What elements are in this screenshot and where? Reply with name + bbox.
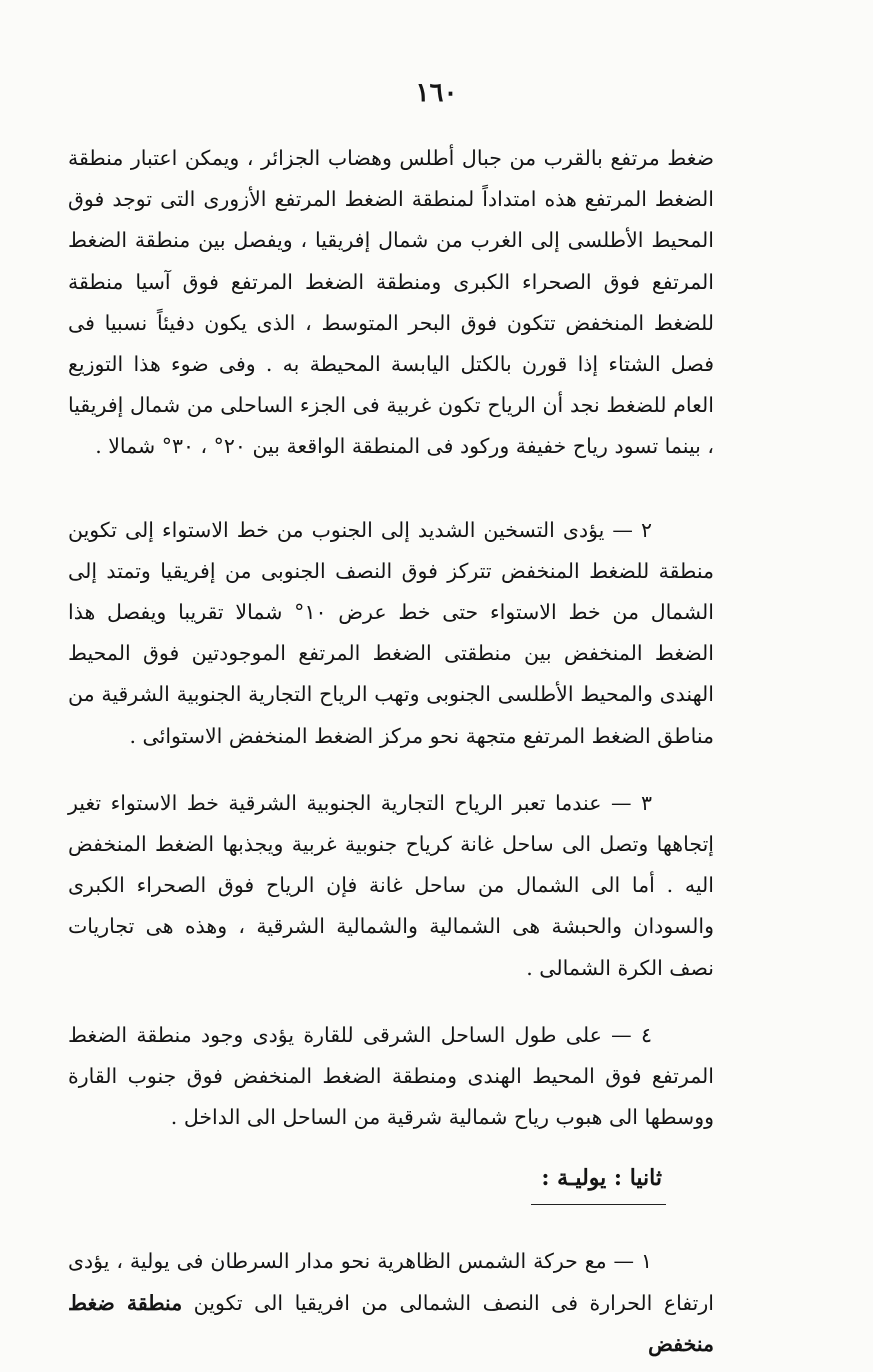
section-heading-wrapper [68, 1160, 714, 1205]
paragraph-july-text: ١ — مع حركة الشمس الظاهرية نحو مدار السرطان فى يولية ، يؤدى ارتفاع الحرارة فى النصف الشمالى من افريقيا الى تكوين [68, 1249, 714, 1315]
paragraph-continuation: ضغط مرتفع بالقرب من جبال أطلس وهضاب الجزائر ، ويمكن اعتبار منطقة الضغط المرتفع هذه امتداداً لمنطقة الضغط المرتفع الأزورى التى توجد فوق المحيط الأطلسى إلى الغرب من شمال إفريقيا ، ويفصل بين منطقة الضغط المرتفع فوق الصحراء الكبرى ومنطقة الضغط المرتفع فوق آسيا منطقة للضغط المنخفض تتكون فوق البحر المتوسط ، الذى يكون دفيئاً نسبيا فى فصل الشتاء إذا قورن بالكتل اليابسة المحيطة به . وفى ضوء هذا التوزيع العام للضغط نجد أن الرياح تكون غربية فى الجزء الساحلى من شمال إفريقيا ، بينما تسود رياح خفيفة وركود فى المنطقة الواقعة بين ٢٠° ، ٣٠° شمالا . [68, 146, 714, 459]
paragraph-point-4: ٤ — على طول الساحل الشرقى للقارة يؤدى وجود منطقة الضغط المرتفع فوق المحيط الهندى ومنطقة الضغط المنخفض فوق جنوب القارة ووسطها الى هبوب رياح شمالية شرقية من الساحل الى الداخل . [68, 1022, 714, 1130]
section-heading: ثانيا : يوليـة : [531, 1160, 666, 1205]
paragraph-point-2: ٢ — يؤدى التسخين الشديد إلى الجنوب من خط الاستواء إلى تكوين منطقة للضغط المنخفض تتركز فوق النصف الجنوبى من إفريقيا وتمتد إلى الشمال من خط الاستواء حتى خط عرض ١٠° شمالا تقريبا ويفصل هذا الضغط المنخفض بين منطقتى الضغط المرتفع الموجودتين فوق المحيط الهندى والمحيط الأطلسى الجنوبى وتهب الرياح التجارية الجنوبية الشرقية من مناطق الضغط المرتفع متجهة نحو مركز الضغط المنخفض الاستوائى . [68, 517, 714, 748]
paragraph-spacer [68, 1138, 714, 1156]
paragraph-spacer [68, 468, 714, 510]
paragraph-july-bold-text: منطقة ضغط منخفض [68, 1290, 714, 1356]
paragraph-point-3: ٣ — عندما تعبر الرياح التجارية الجنوبية الشرقية خط الاستواء تغير إتجاهها وتصل الى ساحل غانة كرياح جنوبية غربية ويجذبها الضغط المنخفض اليه . أما الى الشمال من ساحل غانة فإن الرياح فوق الصحراء الكبرى والسودان والحبشة هى الشمالية والشمالية الشرقية ، وهذه هى تجاريات نصف الكرة الشمالى . [68, 790, 714, 980]
paragraph-spacer [68, 757, 714, 783]
page-body [68, 138, 714, 1365]
paragraph-spacer [68, 989, 714, 1015]
page-number: ١٦٠ [415, 78, 458, 108]
paragraph-july-point-1 [68, 1241, 714, 1365]
